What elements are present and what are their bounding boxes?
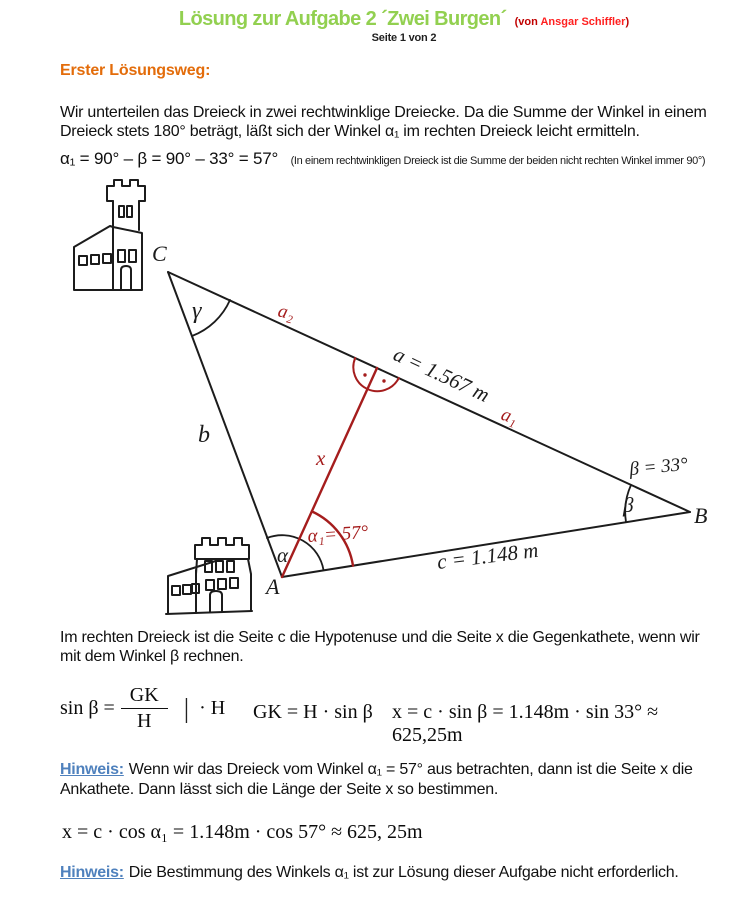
intro-paragraph: Wir unterteilen das Dreieck in zwei rechtwinklige Dreiecke. Da die Summe der Winkel in einem Dreieck stets 180° beträgt, läßt sich der Winkel α₁ im rechten Dreieck leicht ermitteln. — [60, 104, 707, 140]
hint-1 — [60, 760, 722, 800]
multiply-h: · H — [199, 697, 226, 719]
side-c-value-label: c = 1.148 m — [435, 537, 540, 574]
byline — [515, 16, 630, 28]
triangle-sketch-svg — [0, 178, 730, 623]
side-b-label: b — [198, 422, 210, 448]
right-triangle-paragraph: Im rechten Dreieck ist die Seite c die Hypotenuse und die Seite x die Gegenkathete, wenn wir mit dem Winkel β rechnen. — [60, 629, 700, 665]
triangle-side-a-line — [168, 272, 690, 512]
section-heading: Erster Lösungsweg: — [60, 62, 211, 79]
side-a-value-label: a = 1.567 m — [389, 341, 494, 407]
gk-over-h-fraction — [121, 684, 168, 733]
beta-value-label: β = 33° — [628, 453, 689, 480]
byline-suffix: ) — [625, 16, 630, 28]
hint-1-label: Hinweis: — [60, 761, 124, 778]
right-angle-dot-right — [382, 379, 385, 382]
hint-2-text: Die Bestimmung des Winkels α₁ ist zur Lösung dieser Aufgabe nicht erforderlich. — [128, 864, 679, 881]
sin-fraction-formula — [60, 684, 225, 733]
page-title: Lösung zur Aufgabe 2 ´Zwei Burgen´ — [178, 8, 507, 30]
x-sin-formula: x = c · sin β = 1.148m · sin 33° ≈ 625,25m — [392, 701, 659, 746]
equation-pipe: | — [183, 693, 190, 723]
gamma-label: γ — [192, 298, 202, 324]
gk-formula: GK = H · sin β — [253, 701, 373, 723]
triangle-sketch — [0, 178, 730, 623]
vertex-b-label: B — [694, 503, 708, 528]
hint-1-text: Wenn wir das Dreieck vom Winkel α₁ = 57° aus betrachten, dann ist die Seite x die Ankathete. Dann lässt sich die Länge der Seite x so bestimmen. — [60, 761, 693, 798]
height-x-line — [282, 368, 377, 577]
alpha-formula: α₁ = 90° – β = 90° – 33° = 57° — [60, 149, 279, 168]
vertex-a-label: A — [266, 574, 280, 599]
sin-lhs: sin β = — [60, 697, 115, 719]
hint-2-label: Hinweis: — [60, 864, 124, 881]
fraction-denominator: H — [137, 710, 152, 732]
byline-author: Ansgar Schiffler — [540, 16, 626, 28]
segment-a2-label: a₂ — [275, 300, 297, 325]
segment-a1-label: a₁ — [498, 403, 521, 430]
byline-prefix: (von — [514, 16, 541, 28]
formula-row — [60, 684, 725, 746]
beta-label: β — [623, 493, 634, 517]
castle-c-drawing — [74, 180, 145, 290]
alpha1-value-label: α₁= 57° — [306, 521, 369, 547]
castle-a-drawing — [166, 538, 252, 614]
vertex-c-label: C — [152, 241, 167, 266]
page-number: Seite 1 von 2 — [371, 32, 437, 44]
hint-2 — [60, 863, 722, 883]
page-header — [0, 8, 730, 44]
right-angle-dot-left — [363, 373, 366, 376]
fraction-numerator: GK — [121, 684, 168, 709]
triangle-side-b-line — [168, 272, 282, 577]
alpha-formula-line — [60, 149, 728, 169]
x-cos-formula: x = c · cos α₁ = 1.148m · cos 57° ≈ 625, 25m — [62, 821, 423, 843]
alpha-label: α — [277, 543, 289, 567]
height-x-label: x — [316, 446, 326, 470]
alpha-formula-note: (In einem rechtwinkligen Dreieck ist die Summe der beiden nicht rechten Winkel immer 90°) — [290, 155, 706, 167]
